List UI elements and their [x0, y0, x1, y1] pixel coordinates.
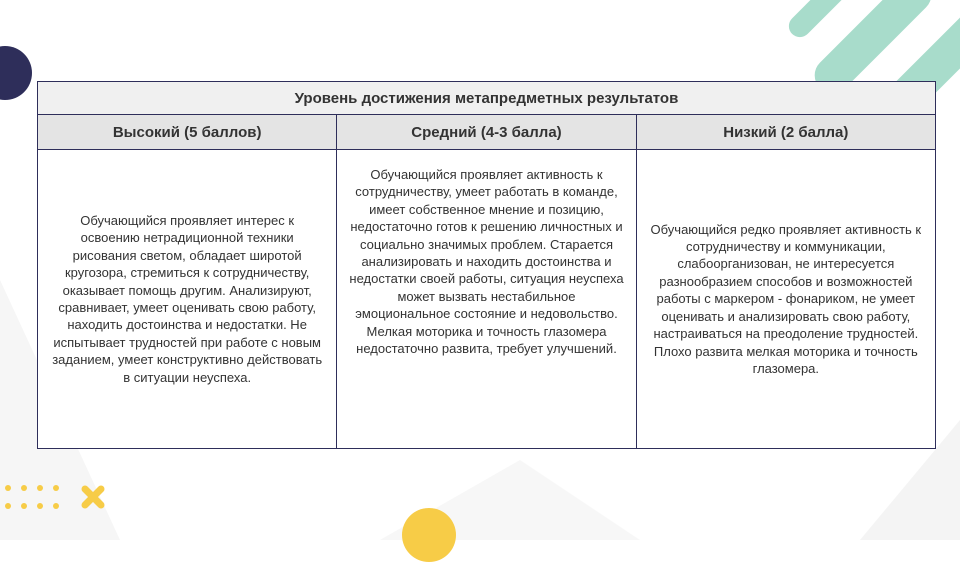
table-title: Уровень достижения метапредметных результатов	[38, 82, 936, 115]
header-high: Высокий (5 баллов)	[38, 115, 337, 150]
table-body-row	[38, 150, 936, 449]
results-table	[37, 81, 936, 449]
header-medium: Средний (4-3 балла)	[337, 115, 636, 150]
header-low: Низкий (2 балла)	[636, 115, 935, 150]
yellow-dots-decoration	[4, 484, 68, 512]
cell-medium-description: Обучающийся проявляет активность к сотрудничеству, умеет работать в команде, имеет собственное мнение и позицию, недостаточно готов к решению личностных и социально значимых проблем. Старается анализировать и находить достоинства и недостатки своей работы, ситуация неуспеха может вызвать нестабильное эмоциональное состояние и недовольство. Мелкая моторика и точность глазомера недостаточно развита, требует улучшений.	[337, 150, 636, 449]
cell-high-description: Обучающийся проявляет интерес к освоению нетрадиционной техники рисования светом, обладает широтой кругозора, стремиться к сотрудничеству, оказывает помощь другим. Анализируют, сравнивает, умеет оценивать свою работу, находить достоинства и недостатки. Не испытывает трудностей при работе с новым заданием, умеет конструктивно действовать в ситуации неуспеха.	[38, 150, 337, 449]
cell-low-description: Обучающийся редко проявляет активность к сотрудничеству и коммуникации, слабоорганизован, не интересуется разнообразием способов и возможностей работы с маркером - фонариком, не умеет оценивать и анализировать свою работу, настраиваться на преодоление трудностей. Плохо развита мелкая моторика и точность глазомера.	[636, 150, 935, 449]
yellow-cross-decoration	[80, 484, 106, 510]
table-header-row	[38, 115, 936, 150]
yellow-circle-decoration	[402, 508, 456, 562]
table-title-row	[38, 82, 936, 115]
